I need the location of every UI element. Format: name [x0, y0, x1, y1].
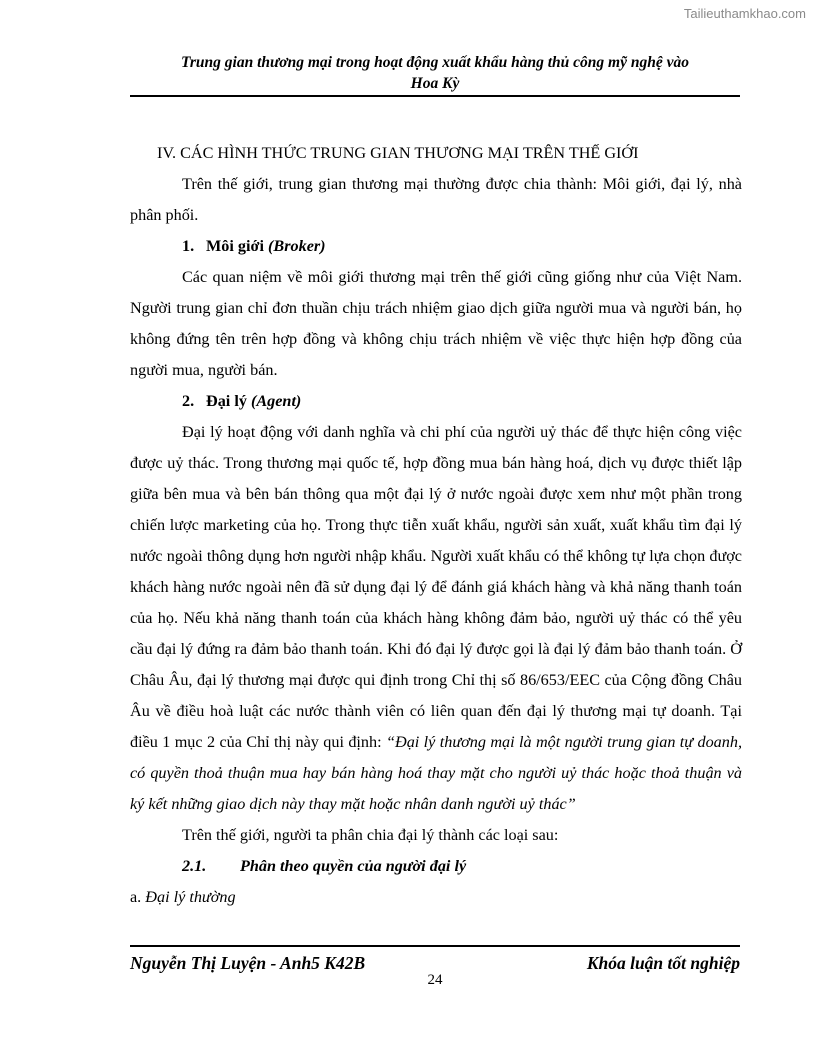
classification-paragraph: Trên thế giới, người ta phân chia đại lý thành các loại sau:: [182, 826, 559, 844]
heading-english: (Broker): [268, 237, 326, 255]
intro-paragraph: Trên thế giới, trung gian thương mại thường được chia thành: Môi giới, đại lý, nhà phân phối.: [130, 175, 742, 224]
watermark: Tailieuthamkhao.com: [683, 6, 806, 21]
broker-paragraph: Các quan niệm về môi giới thương mại trên thế giới cũng giống như của Việt Nam. Người trung gian chỉ đơn thuần chịu trách nhiệm giao dịch giữa người mua và người bán, họ không đứng tên trên hợp đồng và không chịu trách nhiệm về việc thực hiện hợp đồng của người mua, người bán.: [130, 268, 742, 379]
heading-number: 1.: [182, 237, 195, 255]
heading-number: 2.: [182, 392, 195, 410]
heading-number: 2.1.: [182, 857, 207, 875]
footer-doc-type: Khóa luận tốt nghiệp: [586, 953, 740, 973]
section-heading: IV. CÁC HÌNH THỨC TRUNG GIAN THƯƠNG MẠI TRÊN THẾ GIỚI: [157, 144, 639, 162]
list-item-prefix: a.: [130, 888, 146, 906]
heading-agent: [130, 386, 742, 417]
page-number: 24: [427, 972, 443, 988]
header-title-line1: Trung gian thương mại trong hoạt động xuất khẩu hàng thủ công mỹ nghệ vào: [180, 54, 689, 71]
heading-english: (Agent): [250, 392, 302, 410]
agent-quote: “Đại lý thương mại là một người trung gian tự doanh, có quyền thoả thuận mua hay bán hàng hoá thay mặt cho người uỷ thác hoặc thoả thuận và ký kết những giao dịch này thay mặt hoặc nhân danh người uỷ thác”: [130, 733, 743, 813]
agent-paragraph: [130, 417, 742, 820]
document-body: [130, 138, 742, 913]
footer-author: Nguyễn Thị Luyện - Anh5 K42B: [130, 953, 366, 973]
heading-title: Phân theo quyền của người đại lý: [240, 857, 467, 875]
page-header: [130, 52, 740, 94]
footer-rule: [130, 945, 740, 947]
heading-broker: [130, 231, 742, 262]
agent-paragraph-text: Đại lý hoạt động với danh nghĩa và chi phí của người uỷ thác để thực hiện công việc được uỷ thác. Trong thương mại quốc tế, hợp đồng mua bán hàng hoá, dịch vụ được thiết lập giữa bên mua và bên bán thông qua một đại lý ở nước ngoài được xem như một phần trong chiến lược marketing của họ. Trong thực tiễn xuất khẩu, người sản xuất, xuất khẩu tìm đại lý nước ngoài thông dụng hơn người nhập khẩu. Người xuất khẩu có thể không tự lựa chọn được khách hàng nước ngoài nên đã sử dụng đại lý để đánh giá khách hàng và khả năng thanh toán của họ. Nếu khả năng thanh toán của khách hàng không đảm bảo, người uỷ thác có thể yêu cầu đại lý đứng ra đảm bảo thanh toán. Khi đó đại lý được gọi là đại lý đảm bảo thanh toán. Ở Châu Âu, đại lý thương mại được qui định trong Chỉ thị số 86/653/EEC của Cộng đồng Châu Âu về điều hoà luật các nước thành viên có liên quan đến đại lý thương mại tự doanh. Tại điều 1 mục 2 của Chỉ thị này qui định:: [130, 423, 742, 751]
list-item-a: [130, 882, 742, 913]
heading-by-rights: [130, 851, 742, 882]
header-rule: [130, 95, 740, 97]
header-title-line2: Hoa Kỳ: [410, 75, 460, 92]
heading-title: Môi giới: [206, 237, 264, 255]
heading-title: Đại lý: [206, 392, 247, 410]
list-item-text: Đại lý thường: [145, 888, 236, 906]
